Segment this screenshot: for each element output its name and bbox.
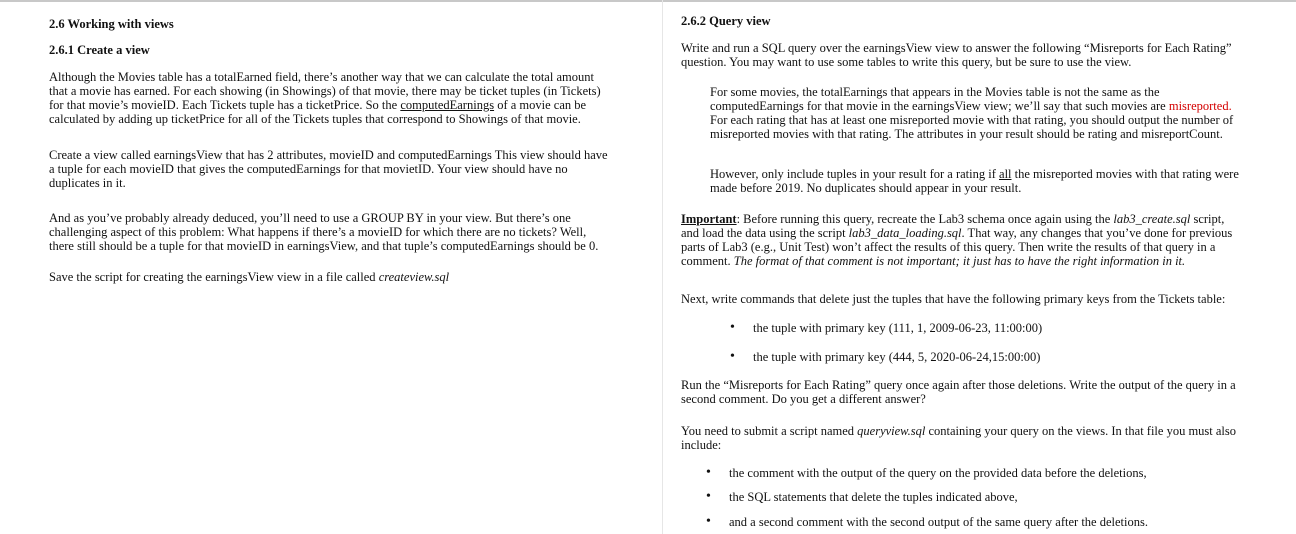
top-border <box>0 0 1296 2</box>
paragraph-rerun <box>681 378 1236 406</box>
list-item-text: the comment with the output of the query on the provided data before the deletions, <box>729 466 1147 480</box>
text-line: challenging aspect of this problem: What happens if there’s a movieID for which there are no tickets? Well, <box>49 225 587 239</box>
text-line: Run the “Misreports for Each Rating” query once again after those deletions. Write the output of the query in a <box>681 378 1236 392</box>
paragraph-total-earned <box>49 70 601 126</box>
text-line: question. You may want to use some tables to write this query, but be sure to use the view. <box>681 55 1132 69</box>
paragraph-group-by <box>49 211 598 253</box>
text-span: Save the script for creating the earningsView view in a file called <box>49 270 379 284</box>
text-line: second comment. Do you get a different answer? <box>681 392 926 406</box>
text-line: Although the Movies table has a totalEarned field, there’s another way that we can calculate the total amount <box>49 70 594 84</box>
bullet-icon: • <box>730 349 735 364</box>
paragraph-save-script <box>49 270 449 284</box>
text-line: For each rating that has at least one misreported movie with that rating, you should output the number of <box>710 113 1234 127</box>
paragraph-before-2019 <box>710 167 1239 195</box>
important-label: Important <box>681 212 737 226</box>
text-span: You need to submit a script named <box>681 424 858 438</box>
highlighted-term: misreported. <box>1168 99 1232 113</box>
text-line: a tuple for each movieID that gives the computedEarnings for that movietID. Your view should have no <box>49 162 568 176</box>
text-span: However, only include tuples in your result for a rating if <box>710 167 1000 181</box>
underlined-term: computedEarnings <box>400 98 495 112</box>
section-heading: 2.6 Working with views <box>49 17 174 31</box>
text-line: include: <box>681 438 722 452</box>
list-item-text: the SQL statements that delete the tuples indicated above, <box>729 490 1018 504</box>
filename: lab3_create.sql <box>1113 212 1191 226</box>
text-span: containing your query on the views. In that file you must also <box>925 424 1237 438</box>
text-line: that a movie has earned. For each showing (in Showings) of that movie, there may be ticket tuples (in Tickets) <box>49 84 601 98</box>
text-line <box>681 212 1232 226</box>
text-line <box>681 254 1232 268</box>
column-divider <box>662 0 663 534</box>
bullet-icon: • <box>706 489 711 504</box>
italic-note: The format of that comment is not important; it just has to have the right information in it. <box>733 254 1186 268</box>
text-line: For some movies, the totalEarnings that appears in the Movies table is not the same as the <box>710 85 1160 99</box>
paragraph-important <box>681 212 1232 268</box>
text-line: And as you’ve probably already deduced, you’ll need to use a GROUP BY in your view. But there’s one <box>49 211 571 225</box>
text-line: misreported movies with that rating. The attributes in your result should be rating and misreportCount. <box>710 127 1223 141</box>
list-item-text: the tuple with primary key (444, 5, 2020-06-24,15:00:00) <box>753 350 1041 364</box>
text-span: comment. <box>681 254 734 268</box>
text-line: parts of Lab3 (e.g., Unit Test) won’t affect the results of this query. Then write the results of that query in a <box>681 240 1216 254</box>
text-span: and load the data using the script <box>681 226 849 240</box>
text-line: Write and run a SQL query over the earningsView view to answer the following “Misreports for Each Rating” <box>681 41 1232 55</box>
text-line: duplicates in it. <box>49 176 126 190</box>
bullet-icon: • <box>730 320 735 335</box>
text-line <box>681 226 1232 240</box>
text-line <box>681 424 1236 438</box>
bullet-icon: • <box>706 465 711 480</box>
text-span: . That way, any changes that you’ve done for previous <box>961 226 1233 240</box>
text-line: calculated by adding up ticketPrice for all of the Tickets tuples that correspond to Showings of that movie. <box>49 112 581 126</box>
text-line <box>710 99 1233 113</box>
text-span: script, <box>1190 212 1225 226</box>
text-span: for that movie’s movieID. Each Tickets tuple has a ticketPrice. So the <box>49 98 401 112</box>
subsection-heading: 2.6.2 Query view <box>681 14 771 28</box>
filename: queryview.sql <box>857 424 926 438</box>
filename: createview.sql <box>378 270 450 284</box>
paragraph-submit <box>681 424 1236 452</box>
text-line: there still should be a tuple for that movieID in earningsView, and that tuple’s computedEarnings should be 0. <box>49 239 599 253</box>
subsection-heading: 2.6.1 Create a view <box>49 43 150 57</box>
bullet-icon: • <box>706 514 711 529</box>
paragraph-create-view <box>49 148 608 190</box>
list-item-text: the tuple with primary key (111, 1, 2009-06-23, 11:00:00) <box>753 321 1043 335</box>
paragraph-misreported <box>710 85 1233 141</box>
paragraph-next-delete: Next, write commands that delete just the tuples that have the following primary keys from the Tickets table: <box>681 292 1226 306</box>
text-span: the misreported movies with that rating were <box>1011 167 1239 181</box>
list-item-text: and a second comment with the second output of the same query after the deletions. <box>729 515 1148 529</box>
text-span: of a movie can be <box>494 98 587 112</box>
text-span: : Before running this query, recreate the Lab3 schema once again using the <box>736 212 1114 226</box>
text-line: Create a view called earningsView that has 2 attributes, movieID and computedEarnings This view should have <box>49 148 608 162</box>
text-line <box>710 167 1239 181</box>
filename: lab3_data_loading.sql <box>848 226 962 240</box>
underlined-term: all <box>999 167 1012 181</box>
text-line <box>49 98 601 112</box>
text-span: computedEarnings for that movie in the earningsView view; we’ll say that such movies are <box>710 99 1169 113</box>
text-line: made before 2019. No duplicates should appear in your result. <box>710 181 1022 195</box>
paragraph-query-intro <box>681 41 1232 69</box>
